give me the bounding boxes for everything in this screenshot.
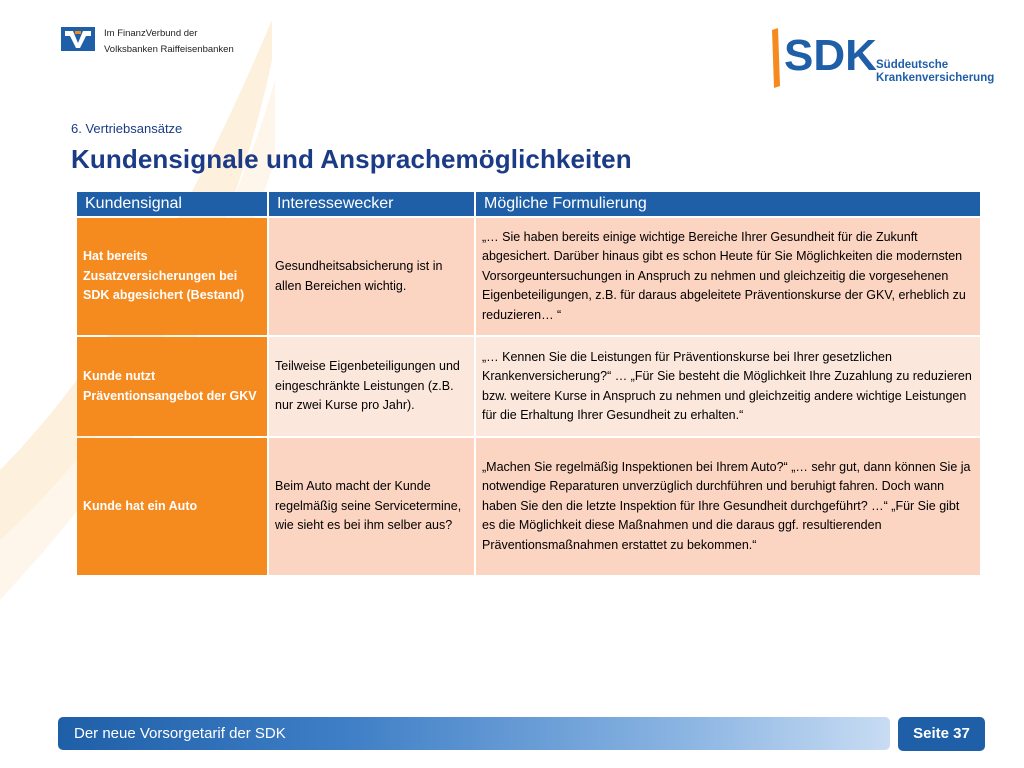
signal-cell: Kunde nutzt Präventionsangebot der GKV [77, 337, 267, 436]
section-label: 6. Vertriebsansätze [71, 121, 183, 136]
header-interessewecker: Interessewecker [269, 192, 474, 216]
footer-title: Der neue Vorsorgetarif der SDK [74, 725, 286, 742]
finanzverbund-text [104, 26, 234, 58]
page-number: Seite 37 [898, 717, 985, 751]
table-header-row [77, 192, 980, 216]
header-kundensignal: Kundensignal [77, 192, 267, 216]
formulation-cell: „… Kennen Sie die Leistungen für Präventionskurse bei Ihrer gesetzlichen Krankenversicherung?“ … „Für Sie besteht die Möglichkeit Ihre Zuzahlung zu reduzieren bzw. weitere Kurse in Anspruch zu nehmen und gleichzeitig andere wichtige Leistungen für die Erhaltung Ihrer Gesundheit zu erhalten.“ [476, 337, 980, 436]
footer-bar [58, 717, 890, 750]
signals-table [75, 190, 982, 577]
svg-text:SDK: SDK [784, 31, 877, 80]
header-formulierung: Mögliche Formulierung [476, 192, 980, 216]
table-row [77, 438, 980, 575]
svg-text:Krankenversicherung: Krankenversicherung [876, 72, 995, 84]
finanzverbund-line-2: Volksbanken Raiffeisenbanken [104, 44, 234, 55]
hook-cell: Teilweise Eigenbeteiligungen und eingeschränkte Leistungen (z.B. nur zwei Kurse pro Jahr). [269, 337, 474, 436]
hook-cell: Beim Auto macht der Kunde regelmäßig seine Servicetermine, wie sieht es bei ihm selber aus? [269, 438, 474, 575]
svg-text:Süddeutsche: Süddeutsche [876, 59, 949, 71]
table-row [77, 337, 980, 436]
volksbank-logo-icon [61, 27, 95, 51]
table-row [77, 218, 980, 335]
sdk-logo [766, 24, 995, 94]
signal-cell: Kunde hat ein Auto [77, 438, 267, 575]
signal-cell: Hat bereits Zusatzversicherungen bei SDK abgesichert (Bestand) [77, 218, 267, 335]
formulation-cell: „… Sie haben bereits einige wichtige Bereiche Ihrer Gesundheit für die Zukunft abgesichert. Darüber hinaus gibt es schon Heute für Sie Möglichkeiten die modernsten Vorsorgeuntersuchungen in Anspruch zu nehmen und gleichzeitig die vorgesehenen Eigenbeteiligungen, z.B. für daraus abgeleitete Präventionskurse der GKV, erheblich zu reduzieren… “ [476, 218, 980, 335]
hook-cell: Gesundheitsabsicherung ist in allen Bereichen wichtig. [269, 218, 474, 335]
formulation-cell: „Machen Sie regelmäßig Inspektionen bei Ihrem Auto?“ „… sehr gut, dann können Sie ja notwendige Reparaturen unverzüglich durchführen und beruhigt fahren. Doch wann haben Sie den die letzte Inspektion für Ihre Gesundheit durchgeführt? …“ „Für Sie gibt es die Möglichkeit diese Maßnahmen und die daraus ggf. resultierenden Präventionsmaßnahmen erstattet zu bekommen.“ [476, 438, 980, 575]
finanzverbund-line-1: Im FinanzVerbund der [104, 28, 198, 39]
page-title: Kundensignale und Ansprachemöglichkeiten [71, 144, 632, 174]
